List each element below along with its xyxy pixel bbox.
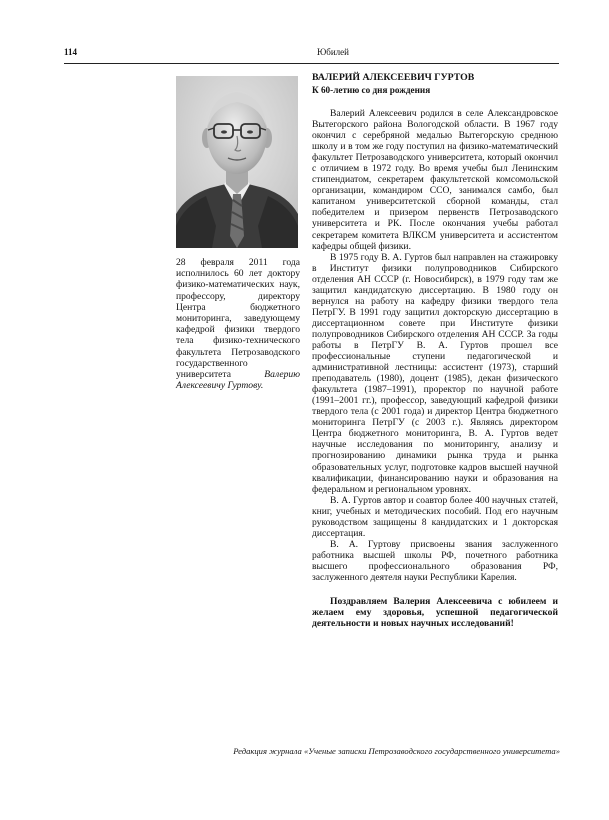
header-rule: [64, 63, 559, 64]
page-number: 114: [64, 47, 78, 57]
running-title: Юбилей: [317, 47, 349, 57]
portrait-photo: [176, 76, 298, 248]
article-title: ВАЛЕРИЙ АЛЕКСЕЕВИЧ ГУРТОВ: [312, 72, 475, 83]
caption-text: 28 февраля 2011 года исполнилось 60 лет доктору физико-математических наук, профессору, директору Центра бюджетного мониторинга, заведующему кафедрой физики твердого тела физико-технического факультета Петрозаводского государственного университета: [176, 257, 300, 381]
paragraph: Валерий Алексеевич родился в селе Александровское Вытегорского района Вологодской области. В 1967 году окончил с серебряной медалью Вытегорскую среднюю школу и в том же году поступил на физико-математический факультет Петрозаводского университета, который окончил с отличием в 1972 году. Во время учебы был Ленинским стипендиатом, секретарем факультетской комсомольской организации, командиром ССО, занимался самбо, был капитаном университетской сборной команды, стал победителем и призером первенств Петрозаводского университета и РК. После окончания учебы работал секретарем комитета ВЛКСМ университета и ассистентом кафедры общей физики.: [312, 108, 558, 252]
paragraph: В. А. Гуртову присвоены звания заслуженного работника высшей школы РФ, почетного работника высшего профессионального образования РФ, заслуженного деятеля науки Республики Карелия.: [312, 538, 558, 583]
editorial-signature: Редакция журнала «Ученые записки Петрозаводского государственного университета»: [233, 746, 560, 756]
congratulation: Поздравляем Валерия Алексеевича с юбилеем и желаем ему здоровья, успешной педагогической деятельности и новых научных исследований!: [312, 596, 558, 630]
article-column: [312, 72, 558, 639]
article-body: [312, 108, 558, 583]
paragraph: В 1975 году В. А. Гуртов был направлен на стажировку в Институт физики полупроводников Сибирского отделения АН СССР (г. Новосибирск), в 1979 году там же защитил кандидатскую диссертацию. В 1980 году он вернулся на работу на кафедру физики твердого тела ПетрГУ. В 1991 году защитил докторскую диссертацию в диссертационном совете при Институте физики полупроводников Сибирского отделения АН СССР. За годы работы в ПетрГУ В. А. Гуртов прошел все профессиональные ступени педагогической и административной лестницы: ассистент (1973), старший преподаватель (1980), доцент (1985), декан физического факультета (1987–1991), проректор по научной работе (1991–2001 гг.), профессор, заведующий кафедрой физики твердого тела (с 2001 года) и директор Центра бюджетного мониторинга ПетрГУ (с 2003 г.). Являясь директором Центра бюджетного мониторинга, В. А. Гуртов ведет научные исследования по мониторингу, анализу и прогнозированию динамики рынка труда и рынка образовательных услуг, подготовке кадров высшей научной квалификации, финансированию науки и образования на федеральном и региональном уровнях.: [312, 251, 558, 495]
photo-caption: [176, 257, 300, 391]
page-header: [64, 47, 559, 63]
paragraph: В. А. Гуртов автор и соавтор более 400 научных статей, книг, учебных и методических пособий. Под его научным руководством защищены 8 кандидатских и 1 докторская диссертация.: [312, 494, 558, 539]
caption-honoree: Валерию Алексеевичу Гуртову.: [176, 369, 300, 392]
article-subtitle: К 60-летию со дня рождения: [312, 85, 431, 95]
